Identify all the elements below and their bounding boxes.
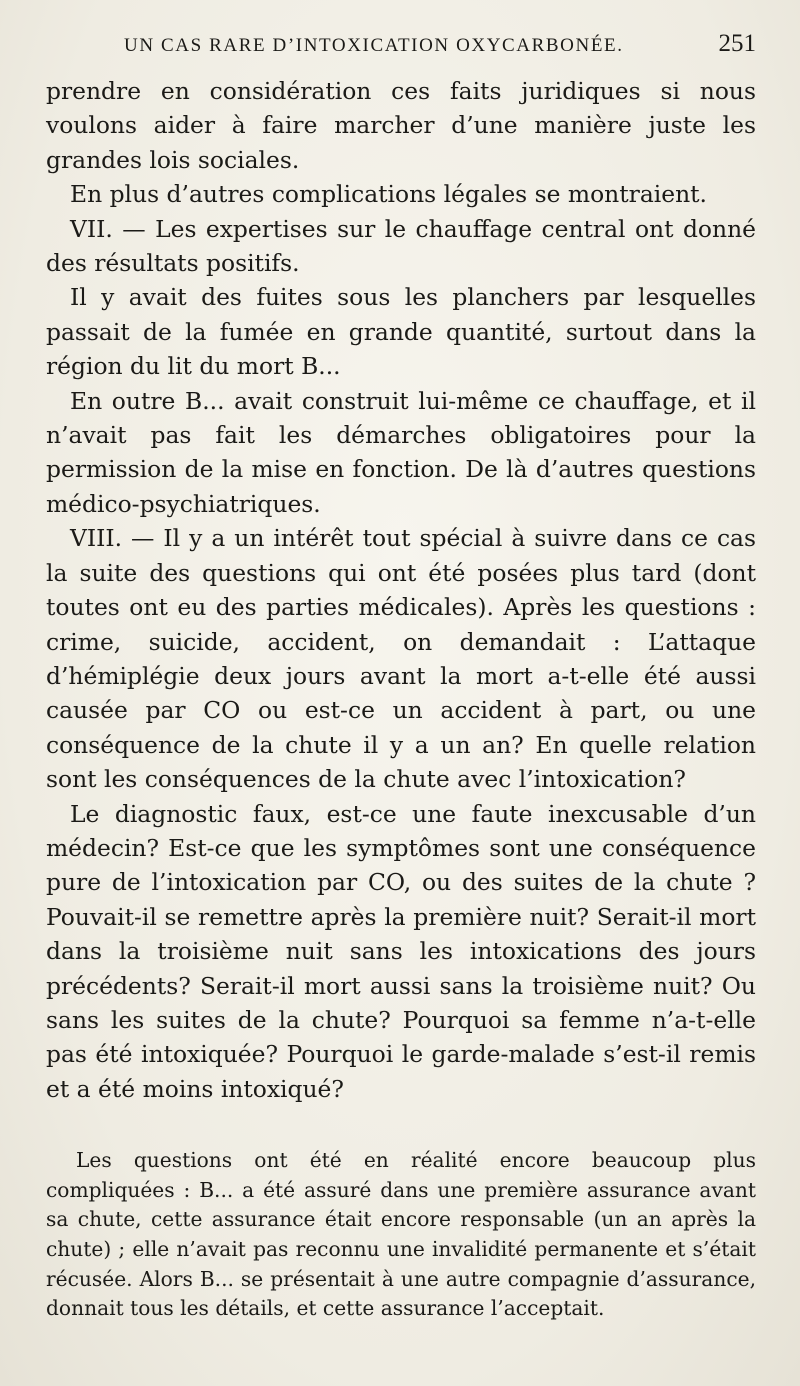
footnote bbox=[46, 1146, 756, 1324]
paragraph-section-vii: VII. — Les expertises sur le chauffage central ont donné des résultats positifs. bbox=[46, 214, 756, 278]
paragraph-leaks: Il y avait des fuites sous les planchers par lesquelles passait de la fumée en grande quantité, surtout dans la région du lit du mort B... bbox=[46, 283, 756, 381]
running-head bbox=[124, 30, 756, 74]
page-number: 251 bbox=[718, 30, 756, 57]
footnote-text: Les questions ont été en réalité encore beaucoup plus compliquées : B... a été assuré dans une première assurance avant sa chute, cette assurance était encore responsable (un an après la chute) ; elle n’avait pas reconnu une invalidité permanente et s’était récusée. Alors B... se présentait à une autre compagnie d’assurance, donnait tous les détails, et cette assurance l’acceptait. bbox=[46, 1148, 756, 1321]
paragraph-diagnosis-questions: Le diagnostic faux, est-ce une faute inexcusable d’un médecin? Est-ce que les symptômes sont une conséquence pure de l’intoxication par CO, ou des suites de la chute ? Pouvait-il se remettre après la première nuit? Serait-il mort dans la troisième nuit sans les intoxications des jours précédents? Serait-il mort aussi sans la troisième nuit? Ou sans les suites de la chute? Pourquoi sa femme n’a-t-elle pas été intoxiquée? Pourquoi le garde-malade s’est-il remis et a été moins intoxiqué? bbox=[46, 799, 756, 1103]
paragraph-continuation: prendre en considération ces faits juridiques si nous voulons aider à faire marcher d’une manière juste les grandes lois sociales. bbox=[46, 77, 756, 174]
paragraph-section-viii: VIII. — Il y a un intérêt tout spécial à suivre dans ce cas la suite des questions qui ont été posées plus tard (dont toutes ont eu des parties médicales). Après les questions : crime, suicide, accident, on demandait : L’attaque d’hémiplégie deux jours avant la mort a-t-elle été aussi causée par CO ou est-ce un accident à part, ou une conséquence de la chute il y a un an? En quelle relation sont les conséquences de la chute avec l’intoxication? bbox=[46, 524, 756, 794]
body-text bbox=[46, 74, 756, 1106]
paragraph-heating-construction: En outre B... avait construit lui-même ce chauffage, et il n’avait pas fait les démarches obligatoires pour la permission de la mise en fonction. De là d’autres questions médico-psychiatriques. bbox=[46, 386, 756, 518]
running-title: UN CAS RARE D’INTOXICATION OXYCARBONÉE. bbox=[124, 35, 624, 56]
paragraph-legal-complications: En plus d’autres complications légales se montraient. bbox=[70, 180, 707, 209]
